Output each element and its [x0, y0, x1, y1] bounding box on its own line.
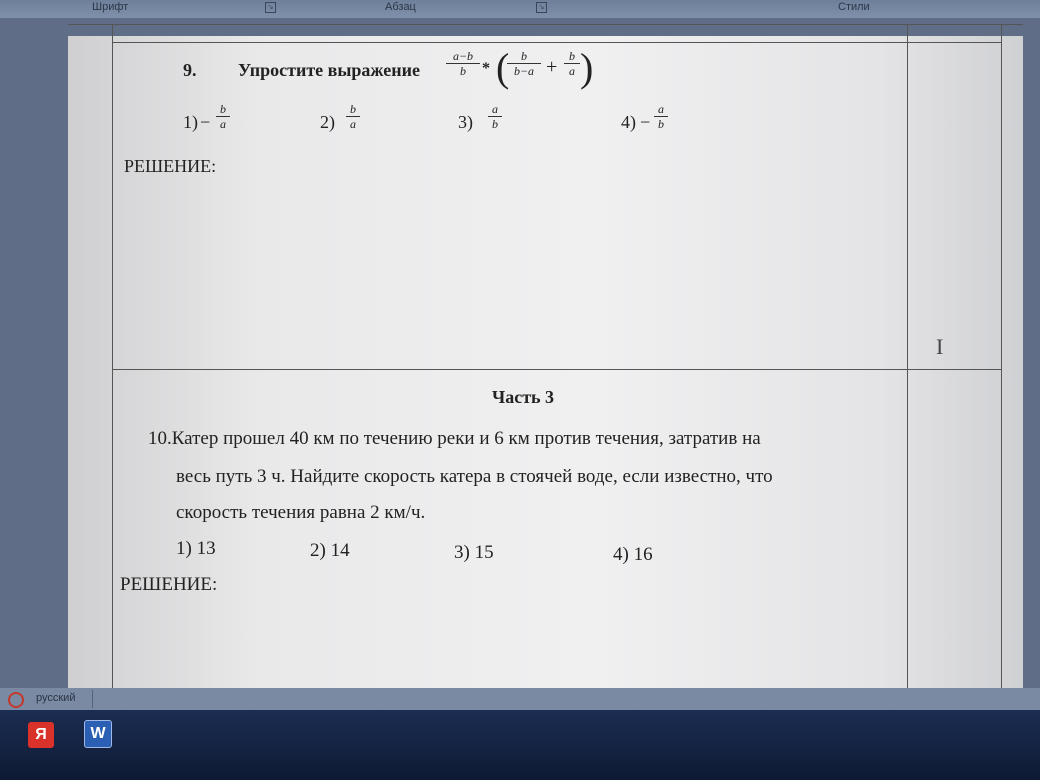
table-right-border: [1001, 24, 1002, 726]
task9-prompt: Упростите выражение: [238, 60, 420, 80]
text-cursor-icon: I: [936, 334, 944, 359]
document-workspace: [0, 18, 1040, 708]
language-label[interactable]: русский: [36, 692, 76, 704]
expr-fraction-2: $\frac{b}{b-a}$: [507, 49, 541, 78]
status-bar: [0, 688, 1040, 710]
paragraph-dialog-launcher-icon[interactable]: ↘: [536, 2, 547, 13]
task10-option-1: 1) 13: [176, 538, 216, 559]
expr-fraction-1: $\frac{a-b}{b}$: [446, 49, 480, 78]
taskbar: [0, 710, 1040, 780]
ribbon-group-paragraph[interactable]: Абзац: [385, 1, 416, 13]
language-indicator-icon[interactable]: [8, 692, 24, 708]
ribbon-strip: [0, 0, 1040, 18]
task10-line-1: 10.Катер прошел 40 км по течению реки и 6 км против течения, затратив на: [148, 428, 761, 449]
task10-option-3: 3) 15: [454, 542, 494, 563]
word-app-icon[interactable]: W: [84, 720, 112, 748]
task10-line-2: весь путь 3 ч. Найдите скорость катера в стоячей воде, если известно, что: [176, 466, 773, 487]
task10-line-3: скорость течения равна 2 км/ч.: [176, 502, 426, 523]
expr-right-paren: ): [580, 45, 594, 90]
font-dialog-launcher-icon[interactable]: ↘: [265, 2, 276, 13]
task10-option-2: 2) 14: [310, 540, 350, 561]
table-left-border: [112, 24, 113, 726]
table-column-border: [907, 24, 908, 726]
ribbon-group-styles[interactable]: Стили: [838, 1, 870, 13]
ribbon-group-font[interactable]: Шрифт: [92, 1, 129, 13]
part3-title: Часть 3: [492, 387, 555, 407]
document-page[interactable]: 9. Упростите выражение $\frac{a-b}{b}$ * ( $\frac{b}{b-a}$ + $\frac{b}{a}$ ) 1) − $\frac{b}{a}$ 2) $\frac{b}{a}$ 3) $\frac{a}{b}$ 4) − $\frac{a}{b}$ РЕШЕНИЕ: Часть 3 10.Катер прошел 40 км по течению реки и 6 км против течения, затратив на весь путь 3 ч. Найдите скорость катера в стоячей воде, если известно, что скорость течения равна 2 км/ч. 1) 13 2) 14 3) 15 4) 16 РЕШЕНИЕ: I: [68, 36, 1023, 726]
task9-solution-label: РЕШЕНИЕ:: [124, 156, 217, 176]
task9-number: 9.: [183, 60, 197, 80]
expr-times-sign: *: [482, 60, 490, 77]
table-row-border: [112, 42, 1002, 43]
table-top-border: [68, 24, 1023, 25]
task10-solution-label: РЕШЕНИЕ:: [120, 574, 218, 595]
expr-plus-sign: +: [546, 56, 558, 78]
expr-fraction-3: $\frac{b}{a}$: [564, 49, 580, 78]
task10-option-4: 4) 16: [613, 544, 653, 565]
expr-left-paren: (: [496, 45, 510, 90]
section-divider: [112, 369, 1002, 370]
yandex-browser-icon[interactable]: Я: [28, 722, 54, 748]
status-divider: [92, 690, 93, 708]
